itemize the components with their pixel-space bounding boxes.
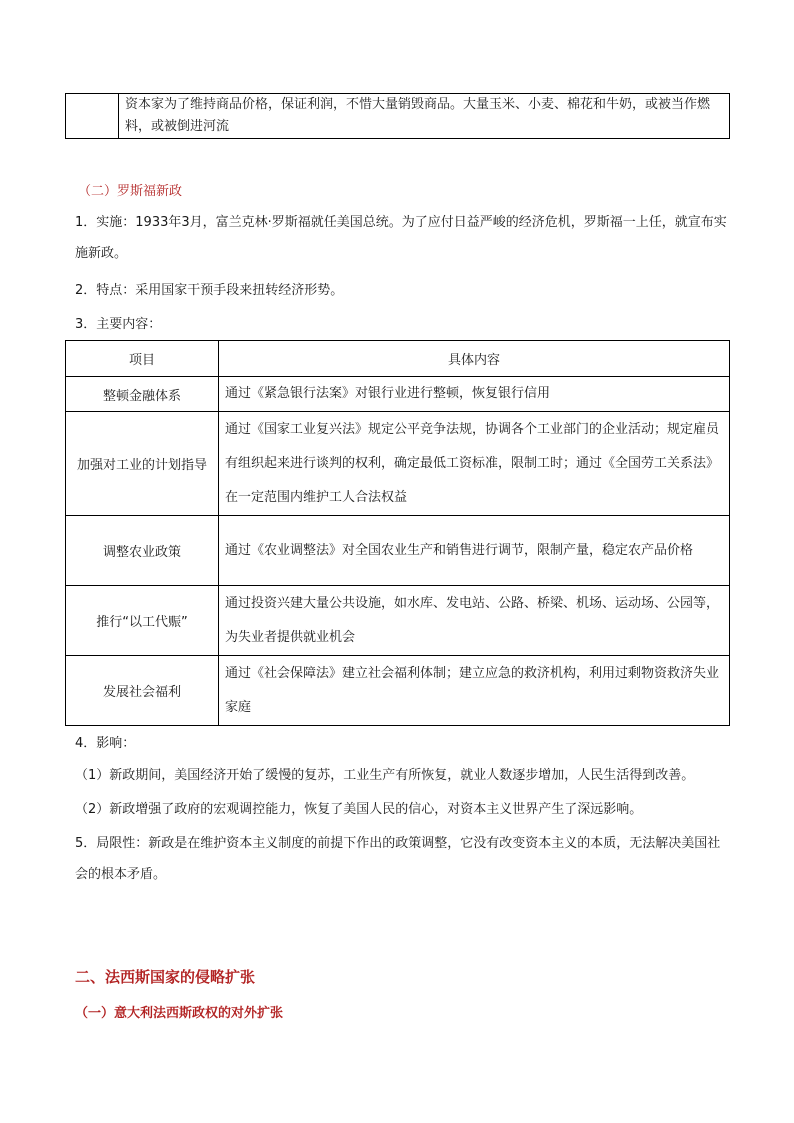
table-header-row (66, 341, 730, 377)
row-content: 通过投资兴建大量公共设施，如水库、发电站、公路、桥梁、机场、运动场、公园等，为失业者提供就业机会 (219, 586, 730, 656)
paragraph-impact-2: （2）新政增强了政府的宏观调控能力，恢复了美国人民的信心，对资本主义世界产生了深远影响。 (75, 802, 643, 817)
row-content: 通过《社会保障法》建立社会福利体制；建立应急的救济机构，利用过剩物资救济失业家庭 (219, 656, 730, 726)
table-row (66, 377, 730, 412)
row-content: 通过《农业调整法》对全国农业生产和销售进行调节，限制产量，稳定农产品价格 (219, 516, 730, 586)
paragraph-impact-label: 4．影响： (75, 736, 136, 751)
paragraph-feature: 2．特点：采用国家干预手段来扭转经济形势。 (75, 283, 344, 298)
paragraph-limitation: 5．局限性：新政是在维护资本主义制度的前提下作出的政策调整，它没有改变资本主义的本质，无法解决美国社会的根本矛盾。 (75, 836, 721, 882)
header-content: 具体内容 (219, 341, 730, 377)
row-content: 通过《国家工业复兴法》规定公平竞争法规，协调各个工业部门的企业活动；规定雇员有组织起来进行谈判的权利，确定最低工资标准，限制工时；通过《全国劳工关系法》在一定范围内维护工人合法权益 (219, 412, 730, 516)
table-row (66, 516, 730, 586)
table-cell-content: 资本家为了维持商品价格，保证利润，不惜大量销毁商品。大量玉米、小麦、棉花和牛奶，或被当作燃料，或被倒进河流 (119, 94, 730, 139)
section-heading-fascism: 二、法西斯国家的侵略扩张 (75, 968, 256, 986)
row-item: 整顿金融体系 (66, 377, 219, 412)
table-row (66, 412, 730, 516)
row-item: 加强对工业的计划指导 (66, 412, 219, 516)
paragraph-impact-1: （1）新政期间，美国经济开始了缓慢的复苏，工业生产有所恢复，就业人数逐步增加，人民生活得到改善。 (75, 768, 695, 783)
empty-item-cell (66, 94, 119, 139)
row-content: 通过《紧急银行法案》对银行业进行整顿，恢复银行信用 (219, 377, 730, 412)
paragraph-implementation: 1．实施：1933年3月，富兰克林·罗斯福就任美国总统。为了应付日益严峻的经济危机，罗斯福一上任，就宣布实施新政。 (75, 215, 727, 261)
prior-table-fragment (65, 93, 730, 139)
table-row (66, 586, 730, 656)
header-item: 项目 (66, 341, 219, 377)
paragraph-contents-label: 3．主要内容： (75, 317, 162, 332)
row-item: 推行“以工代赈” (66, 586, 219, 656)
table-row (66, 656, 730, 726)
new-deal-content-table (65, 340, 730, 726)
row-item: 发展社会福利 (66, 656, 219, 726)
subsection-heading-italy: （一）意大利法西斯政权的对外扩张 (75, 1006, 284, 1021)
row-item: 调整农业政策 (66, 516, 219, 586)
section-title-new-deal: （二）罗斯福新政 (78, 184, 183, 199)
